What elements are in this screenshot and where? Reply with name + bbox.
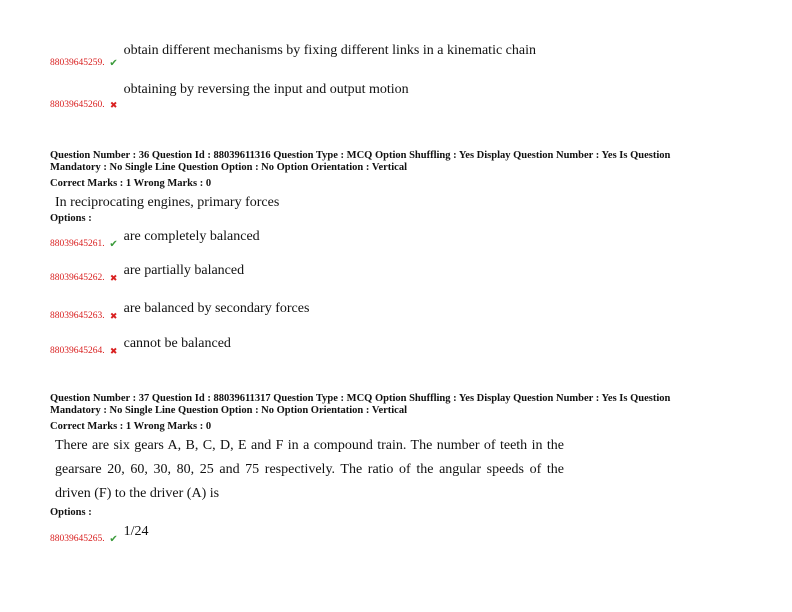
option-row (50, 525, 149, 545)
question-text (55, 191, 575, 215)
question-text-line: In reciprocating engines, primary forces (55, 195, 280, 210)
question-marks: Correct Marks : 1 Wrong Marks : 0 (50, 421, 212, 432)
option-row (50, 302, 309, 322)
option-row (50, 230, 260, 250)
option-row (50, 82, 409, 111)
option-row (50, 264, 244, 284)
option-text: are partially balanced (123, 263, 245, 278)
question-meta-line: Mandatory : No Single Line Question Option : No Option Orientation : Vertical (50, 404, 408, 416)
option-id: 88039645265. (50, 534, 105, 544)
question-marks: Correct Marks : 1 Wrong Marks : 0 (50, 178, 212, 189)
option-text: obtaining by reversing the input and output motion (123, 82, 409, 97)
option-id: 88039645264. (50, 346, 105, 356)
question-meta (50, 393, 730, 416)
check-icon: ✔ (109, 239, 118, 250)
option-row (50, 337, 231, 357)
question-meta-line: Question Number : 36 Question Id : 88039611316 Question Type : MCQ Option Shuffling : Yes Display Question Number : Yes Is Question (50, 150, 671, 161)
options-label: Options : (50, 213, 92, 224)
option-text: 1/24 (123, 524, 149, 539)
option-text: are completely balanced (123, 229, 260, 244)
option-id: 88039645259. (50, 58, 105, 68)
option-text: are balanced by secondary forces (123, 301, 310, 316)
question-text-line: driven (F) to the driver (A) is (55, 486, 220, 501)
check-icon: ✔ (109, 534, 118, 545)
cross-icon: ✖ (109, 273, 118, 283)
question-meta-line: Question Number : 37 Question Id : 88039611317 Question Type : MCQ Option Shuffling : Yes Display Question Number : Yes Is Question (50, 393, 671, 404)
cross-icon: ✖ (109, 100, 118, 110)
option-text: cannot be balanced (123, 336, 231, 351)
question-text-line: There are six gears A, B, C, D, E and F in a compound train. The number of teeth in the (55, 438, 564, 453)
check-icon: ✔ (109, 58, 118, 69)
question-text (55, 434, 564, 506)
option-text: obtain different mechanisms by fixing different links in a kinematic chain (123, 43, 536, 58)
option-row (50, 43, 536, 69)
option-id: 88039645260. (50, 100, 105, 110)
question-meta-line: Mandatory : No Single Line Question Option : No Option Orientation : Vertical (50, 161, 408, 173)
option-id: 88039645263. (50, 311, 105, 321)
cross-icon: ✖ (109, 311, 118, 321)
cross-icon: ✖ (109, 346, 118, 356)
question-meta (50, 150, 730, 173)
option-id: 88039645262. (50, 273, 105, 283)
options-label: Options : (50, 507, 92, 518)
question-text-line: gearsare 20, 60, 30, 80, 25 and 75 respectively. The ratio of the angular speeds of the (55, 462, 564, 477)
option-id: 88039645261. (50, 239, 105, 249)
